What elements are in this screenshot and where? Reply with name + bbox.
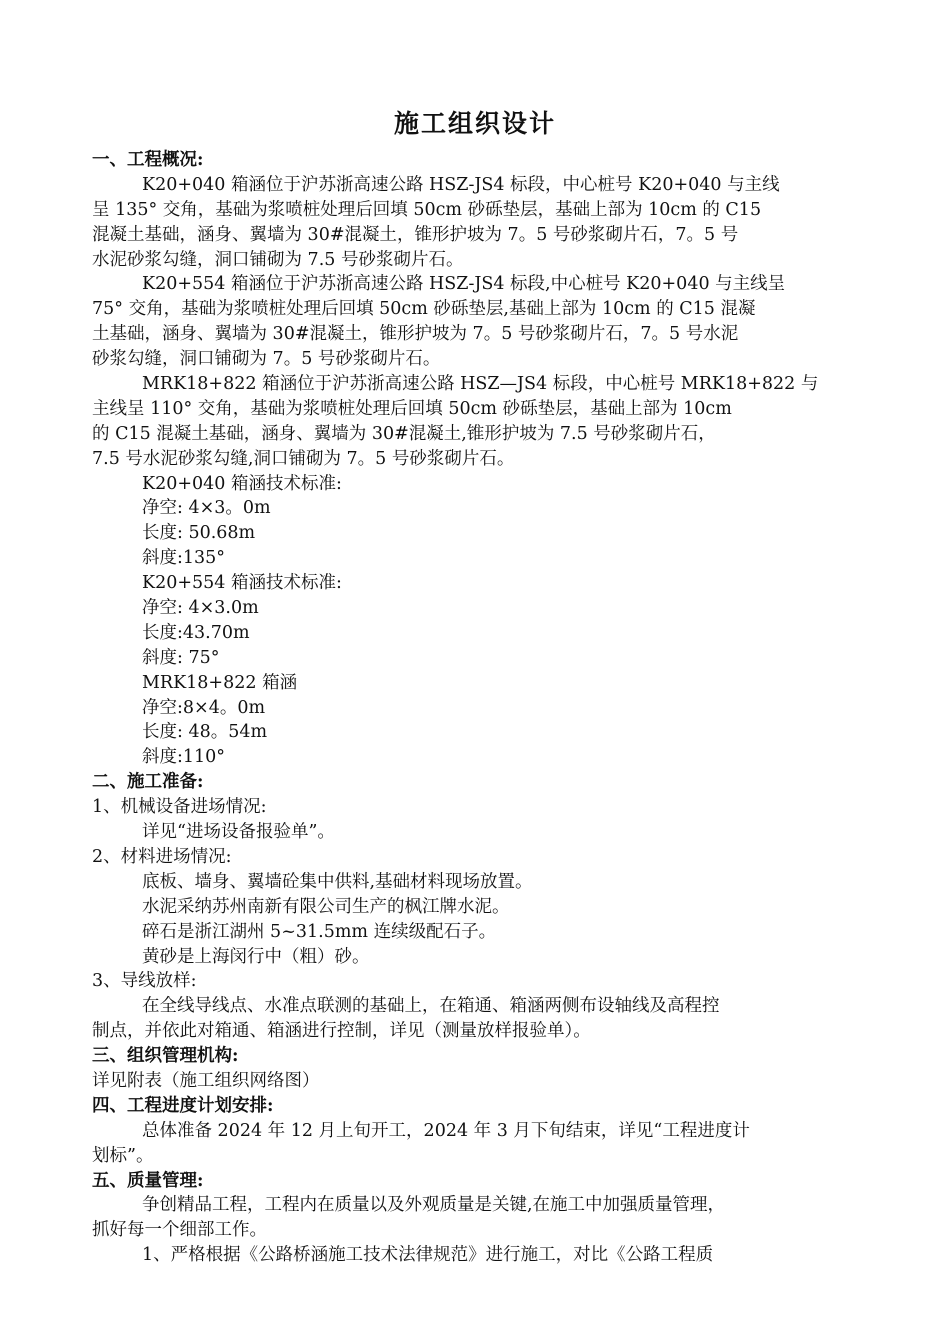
text-line: 土基础，涵身、翼墙为 30#混凝土，锥形护坡为 7。5 号砂浆砌片石，7。5 号水泥 bbox=[92, 324, 739, 345]
text-line: 的 C15 混凝土基础，涵身、翼墙为 30#混凝土,锥形护坡为 7.5 号砂浆砌片石， bbox=[92, 423, 716, 444]
text-line: 详见“进场设备报验单”。 bbox=[142, 822, 335, 843]
text-line: 斜度:110° bbox=[142, 747, 226, 768]
text-line: MRK18+822 箱涵 bbox=[142, 672, 298, 693]
text-line: 黄砂是上海闵行中（粗）砂。 bbox=[142, 946, 370, 967]
text-line: 呈 135° 交角，基础为浆喷桩处理后回填 50cm 砂砾垫层，基础上部为 10cm 的 C15 bbox=[92, 199, 762, 220]
section-heading: 四、工程进度计划安排: bbox=[92, 1095, 274, 1116]
text-line: 净空:8×4。0m bbox=[142, 697, 266, 718]
section-heading: 二、施工准备: bbox=[92, 772, 204, 793]
text-line: 7.5 号水泥砂浆勾缝,洞口铺砌为 7。5 号砂浆砌片石。 bbox=[92, 448, 515, 469]
text-line: 水泥砂浆勾缝，洞口铺砌为 7.5 号砂浆砌片石。 bbox=[92, 249, 464, 270]
text-line: 详见附表（施工组织网络图） bbox=[92, 1070, 320, 1091]
text-line: K20+554 箱涵技术标准: bbox=[142, 573, 342, 594]
text-line: 75° 交角，基础为浆喷桩处理后回填 50cm 砂砾垫层,基础上部为 10cm 的 C15 混凝 bbox=[92, 299, 756, 320]
text-line: 1、机械设备进场情况: bbox=[92, 797, 267, 818]
text-line: 斜度: 75° bbox=[142, 647, 220, 668]
text-line: K20+554 箱涵位于沪苏浙高速公路 HSZ-JS4 标段,中心桩号 K20+040 与主线呈 bbox=[142, 274, 786, 295]
section-heading: 五、质量管理: bbox=[92, 1170, 204, 1191]
document-title: 施工组织设计 bbox=[393, 109, 556, 138]
text-line: 底板、墙身、翼墙砼集中供料,基础材料现场放置。 bbox=[142, 871, 533, 892]
text-line: 总体准备 2024 年 12 月上旬开工，2024 年 3 月下旬结束，详见“工程进度计 bbox=[142, 1120, 750, 1141]
text-line: 长度: 50.68m bbox=[142, 523, 256, 544]
text-line: 争创精品工程，工程内在质量以及外观质量是关键,在施工中加强质量管理， bbox=[142, 1195, 726, 1216]
text-line: 3、导线放样: bbox=[92, 971, 197, 992]
text-line: 长度:43.70m bbox=[142, 622, 250, 643]
text-line: MRK18+822 箱涵位于沪苏浙高速公路 HSZ—JS4 标段，中心桩号 MRK18+822 与 bbox=[142, 374, 819, 395]
section-heading: 一、工程概况: bbox=[92, 150, 204, 170]
text-line: 2、材料进场情况: bbox=[92, 846, 232, 867]
text-line: 划标”。 bbox=[92, 1145, 154, 1166]
text-line: K20+040 箱涵位于沪苏浙高速公路 HSZ-JS4 标段，中心桩号 K20+040 与主线 bbox=[142, 174, 780, 195]
text-line: 主线呈 110° 交角，基础为浆喷桩处理后回填 50cm 砂砾垫层，基础上部为 10cm bbox=[92, 398, 732, 419]
text-line: 斜度:135° bbox=[142, 548, 226, 569]
text-line: 在全线导线点、水准点联测的基础上，在箱通、箱涵两侧布设轴线及高程控 bbox=[142, 996, 720, 1017]
section-heading: 三、组织管理机构: bbox=[92, 1046, 239, 1067]
text-line: 1、严格根据《公路桥涵施工技术法律规范》进行施工，对比《公路工程质 bbox=[142, 1245, 714, 1266]
document-body bbox=[92, 148, 892, 1268]
text-line: 长度: 48。54m bbox=[142, 722, 268, 743]
text-line: K20+040 箱涵技术标准: bbox=[142, 473, 342, 494]
text-line: 抓好每一个细部工作。 bbox=[92, 1220, 267, 1241]
text-line: 混凝土基础，涵身、翼墙为 30#混凝土，锥形护坡为 7。5 号砂浆砌片石，7。5 号 bbox=[92, 224, 739, 245]
text-line: 制点，并依此对箱通、箱涵进行控制，详见（测量放样报验单）。 bbox=[92, 1021, 591, 1042]
text-line: 碎石是浙江湖州 5~31.5mm 连续级配石子。 bbox=[142, 921, 497, 942]
text-line: 水泥采纳苏州南新有限公司生产的枫江牌水泥。 bbox=[142, 896, 510, 917]
text-line: 砂浆勾缝，洞口铺砌为 7。5 号砂浆砌片石。 bbox=[92, 349, 441, 370]
text-line: 净空: 4×3。0m bbox=[142, 498, 271, 519]
text-line: 净空: 4×3.0m bbox=[142, 598, 259, 619]
